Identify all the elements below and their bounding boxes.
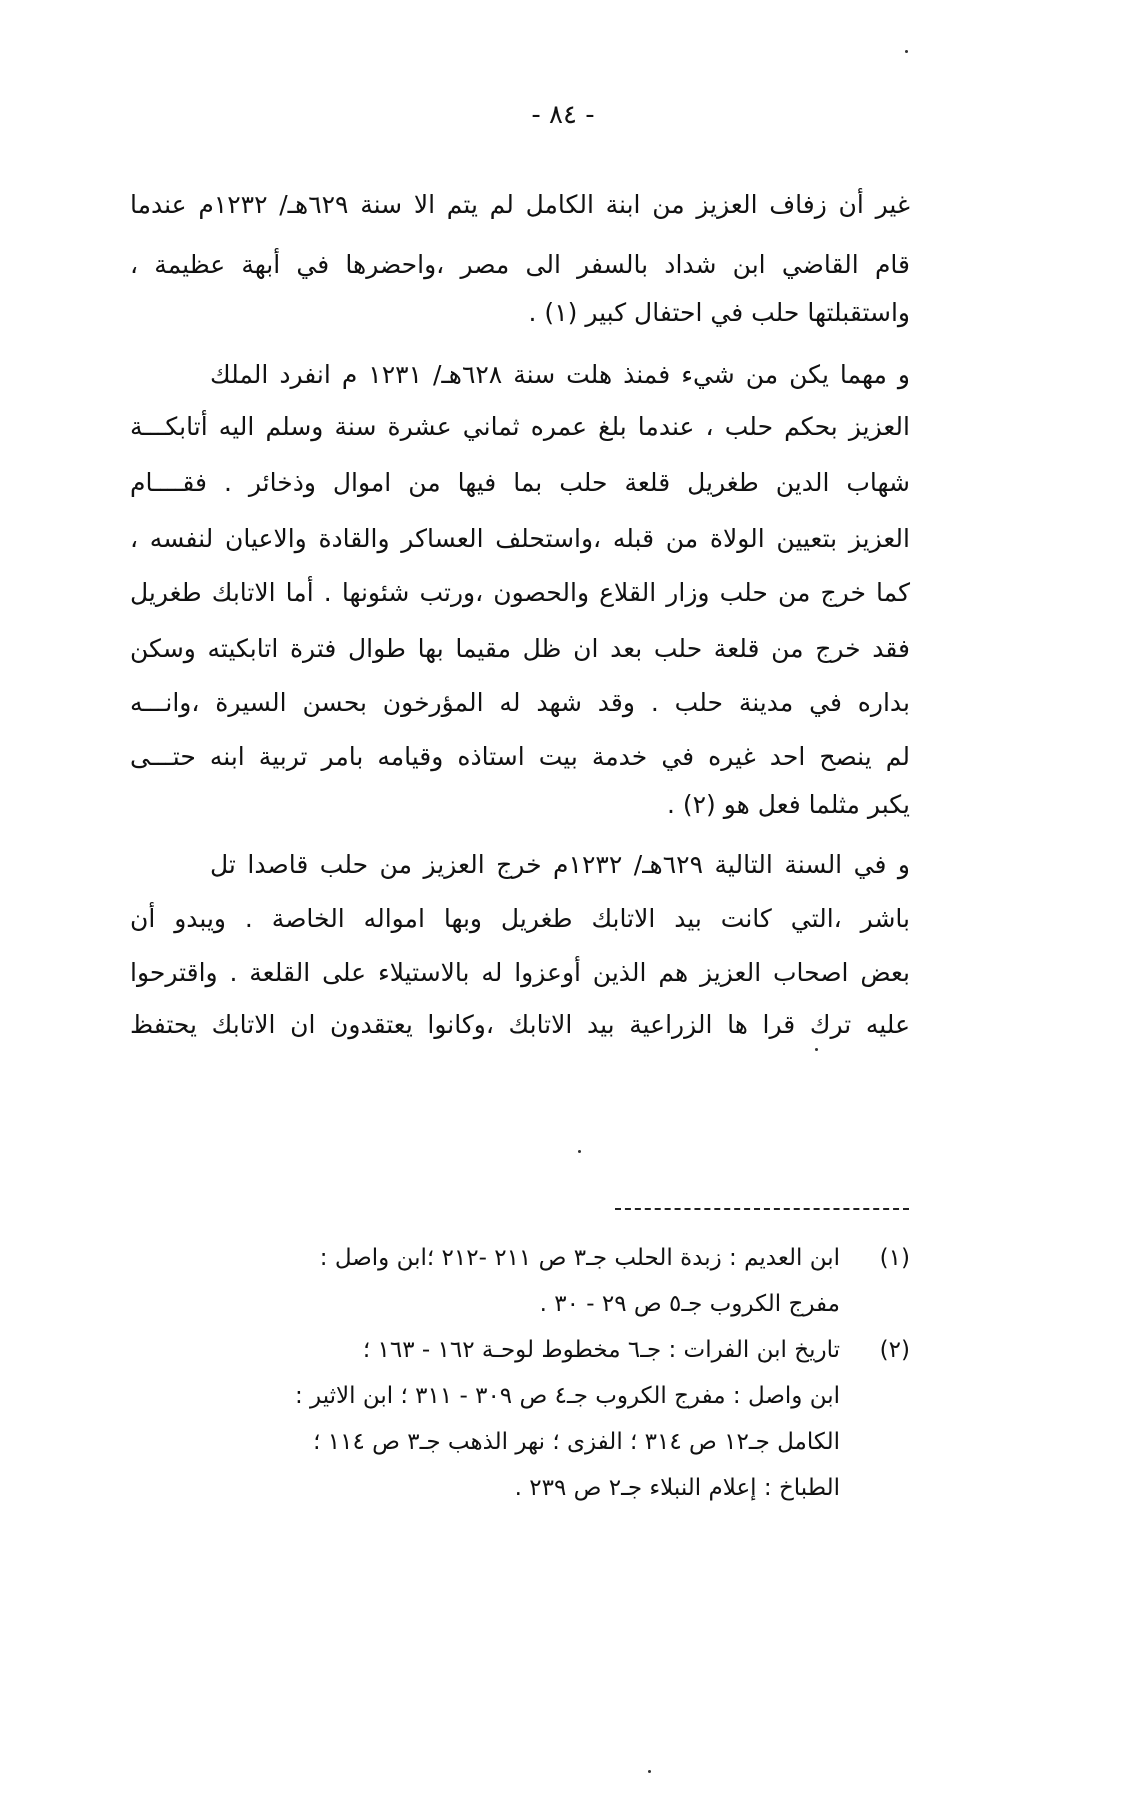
paragraph-line: يكبر مثلما فعل هو (٢) . [666, 790, 910, 819]
paragraph-line: لم ينصح احد غيره في خدمة بيت استاذه وقيامه بامر تربية ابنه حتـــى [130, 742, 910, 771]
paragraph-line: العزيز بحكم حلب ، عندما بلغ عمره ثماني عشرة سنة وسلم اليه أتابكـــة [130, 412, 910, 441]
paragraph-line: شهاب الدين طغريل قلعة حلب بما فيها من اموال وذخائر . فقــــام [130, 468, 910, 497]
footnote-line: الطباخ : إعلام النبلاء جـ٢ ص ٢٣٩ . [514, 1475, 840, 1501]
footnote-number: (١) [879, 1245, 910, 1271]
footnote-line: الكامل جـ١٢ ص ٣١٤ ؛ الفزى ؛ نهر الذهب جـ٣ ص ١١٤ ؛ [313, 1429, 840, 1455]
paragraph-line: غير أن زفاف العزيز من ابنة الكامل لم يتم الا سنة ٦٢٩هـ/ ١٢٣٢م عندما [130, 190, 910, 219]
paragraph-line: بداره في مدينة حلب . وقد شهد له المؤرخون بحسن السيرة ،وانـــه [130, 688, 910, 717]
paragraph-line: و مهما يكن من شيء فمنذ هلت سنة ٦٢٨هـ/ ١٢٣١ م انفرد الملك [210, 360, 910, 389]
paragraph-line: عليه ترك قرا ها الزراعية بيد الاتابك ،وكانوا يعتقدون ان الاتابك يحتفظ [130, 1010, 910, 1039]
page-number: - ٨٤ - [531, 100, 595, 130]
footnote-separator [615, 1208, 909, 1210]
paragraph-line: فقد خرج من قلعة حلب بعد ان ظل مقيما بها طوال فترة اتابكيته وسكن [130, 634, 910, 663]
footnote-number: (٢) [879, 1337, 910, 1363]
footnote-line: ابن العديم : زبدة الحلب جـ٣ ص ٢١١ -٢١٢ ؛ابن واصل : [319, 1245, 840, 1271]
scan-speck [578, 1150, 581, 1153]
paragraph-line: و في السنة التالية ٦٢٩هـ/ ١٢٣٢م خرج العزيز من حلب قاصدا تل [210, 850, 911, 879]
paragraph-line: واستقبلتها حلب في احتفال كبير (١) . [528, 298, 910, 327]
scan-speck [815, 1048, 818, 1051]
footnote-line: تاريخ ابن الفرات : جـ٦ مخطوط لوحـة ١٦٢ - ١٦٣ ؛ [362, 1337, 840, 1363]
paragraph-line: باشر ،التي كانت بيد الاتابك طغريل وبها امواله الخاصة . ويبدو أن [130, 904, 910, 933]
scan-speck [648, 1770, 651, 1773]
footnote-line: مفرج الكروب جـ٥ ص ٢٩ - ٣٠ . [539, 1291, 840, 1317]
scan-speck [905, 50, 908, 53]
paragraph-line: العزيز بتعيين الولاة من قبله ،واستحلف العساكر والقادة والاعيان لنفسه ، [130, 524, 910, 553]
paragraph-line: قام القاضي ابن شداد بالسفر الى مصر ،واحضرها في أبهة عظيمة ، [130, 250, 910, 279]
footnote-line: ابن واصل : مفرج الكروب جـ٤ ص ٣٠٩ - ٣١١ ؛ ابن الاثير : [294, 1383, 840, 1409]
paragraph-line: كما خرج من حلب وزار القلاع والحصون ،ورتب شئونها . أما الاتابك طغريل [130, 578, 910, 607]
paragraph-line: بعض اصحاب العزيز هم الذين أوعزوا له بالاستيلاء على القلعة . واقترحوا [130, 958, 910, 987]
